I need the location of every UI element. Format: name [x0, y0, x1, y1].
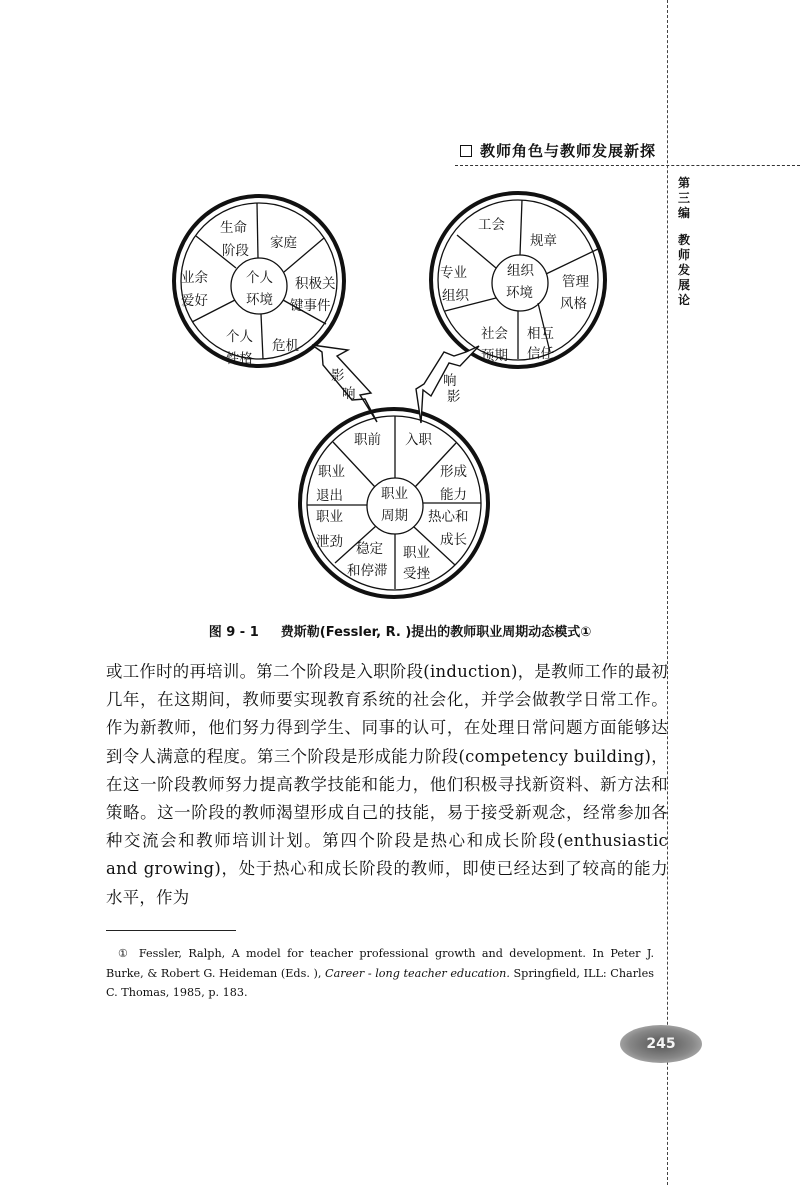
sector-trust: 信任: [527, 346, 554, 362]
sector-family: 家庭: [270, 235, 297, 251]
page-number: 245: [646, 1036, 676, 1052]
sector-enthusiasm: 热心和: [428, 509, 469, 525]
footnote-rule: [106, 930, 236, 931]
figure-number: 图 9 - 1: [208, 625, 259, 640]
sector-hobbies: 业余: [181, 270, 208, 286]
footnote-text: Springfield, ILL: Charles C. Thomas, 1985, p. 183.: [106, 966, 655, 999]
sector-preservice: 职前: [354, 432, 381, 448]
footnote-book-title: Career - long teacher education.: [325, 966, 510, 980]
side-tab-name-char: 论: [677, 293, 690, 307]
wheel-center-label: 环境: [246, 292, 273, 308]
sector-frustration: 职业: [403, 545, 430, 561]
sector-competency: 形成: [440, 464, 467, 480]
side-tab-part-char: 第: [677, 176, 690, 190]
sector-social-expectation: 社会: [481, 326, 508, 342]
wheel-center-label: 周期: [381, 508, 408, 524]
sector-positive-events: 积极关: [295, 276, 336, 292]
sector-stable: 稳定: [356, 541, 383, 557]
running-header-title: 教师角色与教师发展新探: [480, 142, 657, 160]
wheel-center-label: 组织: [507, 263, 534, 279]
sector-frustration: 受挫: [403, 566, 430, 582]
figure-caption: [0, 621, 800, 640]
sector-management: 管理: [562, 274, 589, 290]
personal-environment-wheel: [174, 196, 344, 367]
arrow-label: 响: [443, 373, 457, 389]
body-paragraph: 或工作时的再培训。第二个阶段是入职阶段(induction)，是教师工作的最初几年，在这期间，教师要实现教育系统的社会化，并学会做教学日常工作。作为新教师，他们努力得到学生、同事的认可，在处理日常问题方面能够达到令人满意的程度。第三个阶段是形成能力阶段(competency building)，在这一阶段教师努力提高教学技能和能力，他们积极寻找新资料、新方法和策略。这一阶段的教师渴望形成自己的技能，易于接受新观念，经常参加各种交流会和教师培训计划。第四个阶段是热心和成长阶段(enthusiastic and growing)，处于热心和成长阶段的教师，即使已经达到了较高的能力水平，作为: [106, 662, 668, 907]
page-number-badge: [620, 1025, 702, 1063]
influence-arrow-right: [416, 346, 479, 423]
sector-exit: 退出: [316, 488, 343, 504]
sector-personality: 性格: [226, 351, 253, 367]
organizational-environment-wheel: [431, 193, 605, 367]
sector-hobbies: 爱好: [181, 293, 208, 309]
sector-induction: 入职: [405, 432, 432, 448]
sector-crisis: 危机: [272, 338, 299, 354]
arrow-label: 影: [331, 368, 345, 384]
sector-social-expectation: 预期: [481, 348, 508, 364]
sector-regulations: 规章: [530, 233, 557, 249]
side-tab-name-char: 师: [677, 248, 690, 262]
arrow-label: 影: [447, 389, 461, 405]
sector-stable: 和停滞: [347, 563, 388, 579]
side-tab-name-char: 教: [677, 233, 690, 247]
sector-union: 工会: [478, 217, 505, 233]
footnote: [106, 944, 654, 1003]
sector-exit: 职业: [318, 464, 345, 480]
sector-enthusiasm: 成长: [440, 532, 467, 548]
wheel-center-label: 职业: [381, 486, 408, 502]
footnote-mark: ①: [118, 947, 131, 960]
side-tab-part-char: 三: [677, 191, 690, 205]
sector-life-stage: 阶段: [222, 243, 249, 259]
arrow-label: 响: [342, 386, 356, 402]
sector-wind-down: 职业: [316, 509, 343, 525]
footnote-text: Fessler, Ralph, A model for teacher professional growth and development. In Peter J. Burke, & Robert G. Heideman (Eds. ),: [106, 947, 654, 980]
sector-competency: 能力: [440, 487, 467, 503]
career-cycle-wheel: [300, 409, 488, 597]
wheel-center-label: 个人: [246, 270, 273, 286]
sector-positive-events: 键事件: [290, 298, 331, 314]
sector-management: 风格: [560, 296, 587, 312]
sector-trust: 相互: [527, 326, 554, 342]
sector-personality: 个人: [226, 329, 253, 345]
side-tab-name-char: 发: [677, 263, 690, 277]
sector-professional-org: 组织: [442, 288, 469, 304]
figure-caption-text: 费斯勒(Fessler, R. )提出的教师职业周期动态模式①: [280, 625, 592, 640]
side-tab-name-char: 展: [677, 278, 690, 292]
influence-arrow-left: [312, 345, 377, 422]
sector-life-stage: 生命: [220, 220, 247, 236]
sector-professional-org: 专业: [440, 265, 467, 281]
side-tab-part-char: 编: [677, 206, 690, 220]
sector-wind-down: 泄劲: [316, 534, 343, 550]
wheel-center-label: 环境: [506, 285, 533, 301]
